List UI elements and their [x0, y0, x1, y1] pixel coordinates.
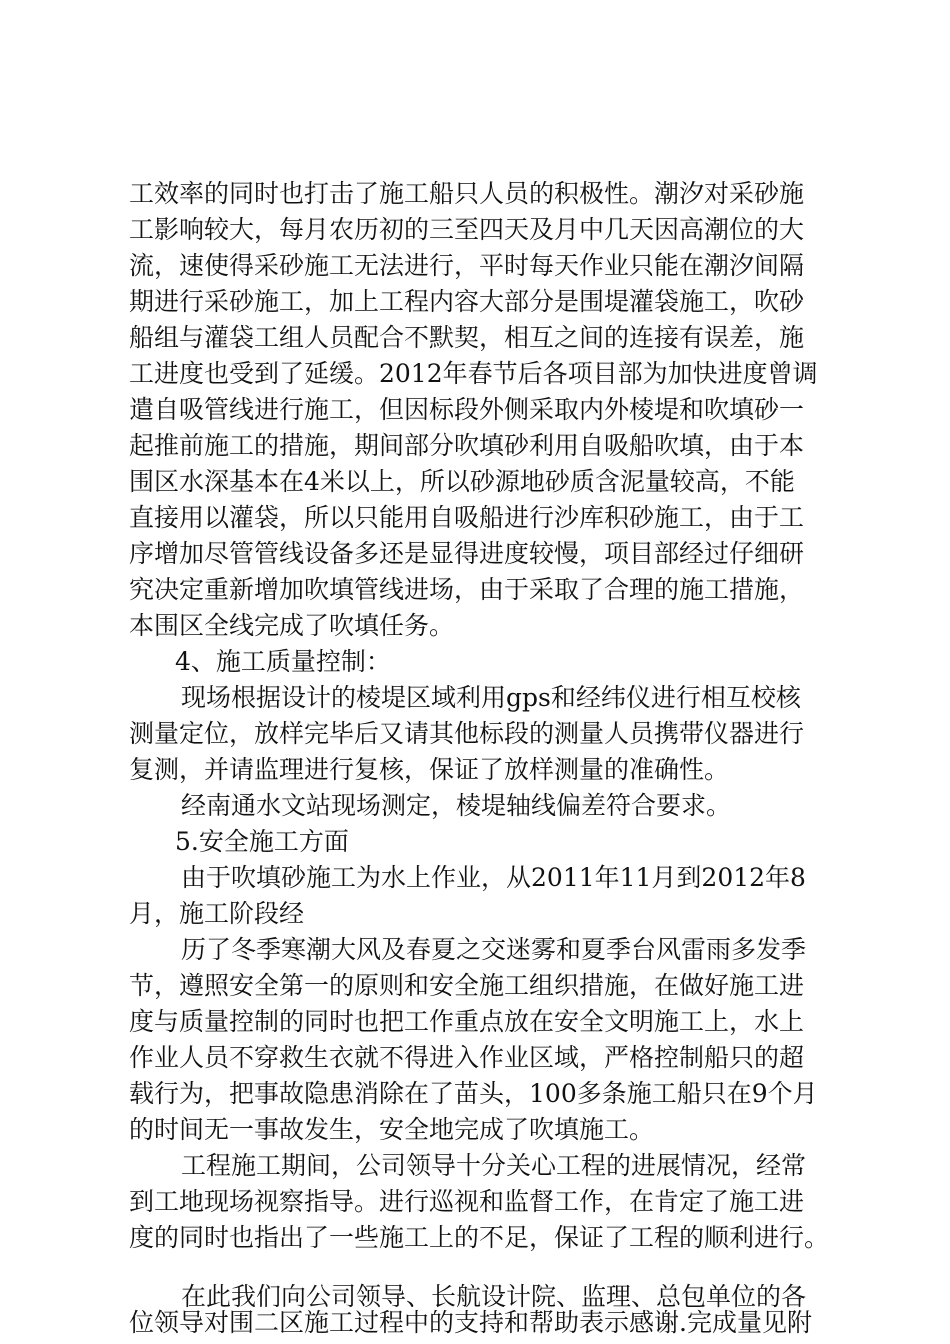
body-text-line: 围区水深基本在4米以上，所以砂源地砂质含泥量较高，不能 — [129, 467, 795, 496]
body-text-line: 本围区全线完成了吹填任务。 — [129, 611, 455, 640]
body-text-line: 位领导对围二区施工过程中的支持和帮助表示感谢.完成量见附 — [129, 1308, 812, 1337]
body-text-line: 历了冬季寒潮大风及春夏之交迷雾和夏季台风雷雨多发季 — [181, 935, 807, 964]
body-text-line: 流，速使得采砂施工无法进行，平时每天作业只能在潮汐间隔 — [129, 251, 805, 280]
body-text-line: 序增加尽管管线设备多还是显得进度较慢，项目部经过仔细研 — [129, 539, 805, 568]
body-text-line: 究决定重新增加吹填管线进场，由于采取了合理的施工措施， — [129, 575, 805, 604]
body-text-line: 度的同时也指出了一些施工上的不足，保证了工程的顺利进行。 — [129, 1223, 830, 1252]
body-text-line: 经南通水文站现场测定，棱堤轴线偏差符合要求。 — [181, 791, 732, 820]
body-text-line: 复测，并请监理进行复核，保证了放样测量的准确性。 — [129, 755, 730, 784]
body-text-line: 工程施工期间，公司领导十分关心工程的进展情况，经常 — [181, 1151, 807, 1180]
body-text-line: 作业人员不穿救生衣就不得进入作业区域，严格控制船只的超 — [129, 1043, 805, 1072]
body-text-line: 起推前施工的措施，期间部分吹填砂利用自吸船吹填，由于本 — [129, 431, 805, 460]
body-text-line: 期进行采砂施工，加上工程内容大部分是围堤灌袋施工，吹砂 — [129, 287, 805, 316]
body-text-line: 测量定位，放样完毕后又请其他标段的测量人员携带仪器进行 — [129, 719, 805, 748]
body-text-line: 工效率的同时也打击了施工船只人员的积极性。潮汐对采砂施 — [129, 179, 805, 208]
body-text-line: 遣自吸管线进行施工，但因标段外侧采取内外棱堤和吹填砂一 — [129, 395, 805, 424]
body-text-line: 工进度也受到了延缓。2012年春节后各项目部为加快进度曾调 — [129, 359, 818, 388]
body-text-line: 载行为，把事故隐患消除在了苗头，100多条施工船只在9个月 — [129, 1079, 818, 1108]
body-text-line: 船组与灌袋工组人员配合不默契，相互之间的连接有误差，施 — [129, 323, 805, 352]
body-text-line: 直接用以灌袋，所以只能用自吸船进行沙库积砂施工，由于工 — [129, 503, 805, 532]
body-text-line: 由于吹填砂施工为水上作业，从2011年11月到2012年8 — [181, 863, 806, 892]
body-text-line: 现场根据设计的棱堤区域利用gps和经纬仪进行相互校核 — [181, 683, 801, 712]
body-text-line: 度与质量控制的同时也把工作重点放在安全文明施工上，水上 — [129, 1007, 805, 1036]
body-text-line: 到工地现场视察指导。进行巡视和监督工作，在肯定了施工进 — [129, 1187, 805, 1216]
body-text-line: 节，遵照安全第一的原则和安全施工组织措施，在做好施工进 — [129, 971, 805, 1000]
body-text-line: 月，施工阶段经 — [129, 899, 305, 928]
section-heading: 4、施工质量控制： — [175, 647, 391, 676]
body-text-line: 的时间无一事故发生，安全地完成了吹填施工。 — [129, 1115, 655, 1144]
body-text-line: 工影响较大，每月农历初的三至四天及月中几天因高潮位的大 — [129, 215, 805, 244]
body-text-line: 在此我们向公司领导、长航设计院、监理、总包单位的各 — [181, 1282, 807, 1311]
section-heading: 5.安全施工方面 — [175, 827, 349, 856]
